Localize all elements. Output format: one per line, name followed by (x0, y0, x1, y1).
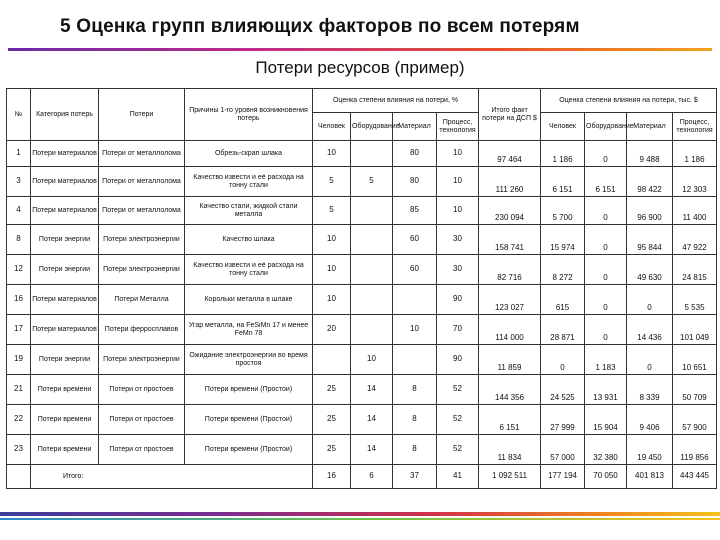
header-loss: Потери (99, 89, 185, 141)
row-pct-human (313, 345, 351, 375)
row-cause: Ожидание электроэнергии во время простоя (185, 345, 313, 375)
row-loss: Потери ферросплавов (99, 315, 185, 345)
header-category: Категория потерь (31, 89, 99, 141)
row-money-human: 27 999 (541, 405, 585, 435)
row-category: Потери материалов (31, 285, 99, 315)
row-pct-human: 5 (313, 167, 351, 197)
row-money-human: 0 (541, 345, 585, 375)
row-money-equipment: 6 151 (585, 167, 627, 197)
row-money-process: 101 049 (673, 315, 717, 345)
footer-stripe (0, 512, 720, 516)
header-pct-process: Процесс, технология (437, 113, 479, 141)
row-total: 11 834 (479, 435, 541, 465)
row-number: 19 (7, 345, 31, 375)
row-pct-human: 10 (313, 141, 351, 167)
row-pct-process: 90 (437, 285, 479, 315)
row-pct-equipment: 5 (351, 167, 393, 197)
row-loss: Потери от простоев (99, 405, 185, 435)
row-total: 144 356 (479, 375, 541, 405)
slide-title: 5 Оценка групп влияющих факторов по всем потерям (60, 16, 580, 37)
row-money-human: 1 186 (541, 141, 585, 167)
row-pct-material: 60 (393, 225, 437, 255)
row-pct-equipment (351, 285, 393, 315)
table-row (7, 225, 717, 255)
row-money-process: 12 303 (673, 167, 717, 197)
row-pct-human: 25 (313, 375, 351, 405)
row-cause: Корольки металла в шлаке (185, 285, 313, 315)
row-pct-equipment: 14 (351, 435, 393, 465)
row-money-equipment: 0 (585, 197, 627, 225)
row-pct-process: 30 (437, 225, 479, 255)
row-category: Потери материалов (31, 197, 99, 225)
header-cause: Причины 1-го уровня возникновения потерь (185, 89, 313, 141)
row-number: 4 (7, 197, 31, 225)
loss-assessment-table-wrapper (6, 88, 716, 489)
row-money-equipment: 0 (585, 285, 627, 315)
row-money-process: 119 856 (673, 435, 717, 465)
table-row (7, 315, 717, 345)
row-money-process: 5 535 (673, 285, 717, 315)
table-row (7, 405, 717, 435)
row-pct-human: 20 (313, 315, 351, 345)
row-money-human: 24 525 (541, 375, 585, 405)
row-pct-equipment: 14 (351, 405, 393, 435)
row-number: 17 (7, 315, 31, 345)
row-money-material: 98 422 (627, 167, 673, 197)
row-cause: Угар металла, на FeSiMn 17 и менее FeMn 78 (185, 315, 313, 345)
row-number: 1 (7, 141, 31, 167)
row-category: Потери энергии (31, 255, 99, 285)
totals-row (7, 465, 717, 489)
row-category: Потери материалов (31, 141, 99, 167)
row-money-human: 57 000 (541, 435, 585, 465)
row-cause: Потери времени (Простои) (185, 435, 313, 465)
row-pct-human: 10 (313, 285, 351, 315)
header-no: № (7, 89, 31, 141)
row-loss: Потери от металлолома (99, 167, 185, 197)
row-pct-material: 80 (393, 167, 437, 197)
row-number: 8 (7, 225, 31, 255)
totals-money-human: 177 194 (541, 465, 585, 489)
row-money-material: 0 (627, 345, 673, 375)
row-money-process: 57 900 (673, 405, 717, 435)
table-row (7, 285, 717, 315)
header-pct-equipment: Оборудование (351, 113, 393, 141)
table-row (7, 345, 717, 375)
row-pct-process: 10 (437, 197, 479, 225)
row-pct-human: 25 (313, 405, 351, 435)
row-category: Потери времени (31, 375, 99, 405)
header-pct-material: Материал (393, 113, 437, 141)
row-category: Потери времени (31, 405, 99, 435)
row-money-equipment: 15 904 (585, 405, 627, 435)
row-pct-material (393, 345, 437, 375)
row-loss: Потери электроэнергии (99, 345, 185, 375)
row-money-process: 24 815 (673, 255, 717, 285)
row-pct-material: 8 (393, 375, 437, 405)
footer-stripe-secondary (0, 518, 720, 520)
table-subtitle: Потери ресурсов (пример) (255, 58, 465, 77)
totals-label: Итого: (31, 465, 313, 489)
totals-pct-equipment: 6 (351, 465, 393, 489)
header-money-group: Оценка степени влияния на потери, тыс. $ (541, 89, 717, 113)
row-money-human: 28 871 (541, 315, 585, 345)
row-pct-material: 8 (393, 435, 437, 465)
row-number: 21 (7, 375, 31, 405)
row-loss: Потери электроэнергии (99, 255, 185, 285)
row-pct-material: 85 (393, 197, 437, 225)
totals-empty (7, 465, 31, 489)
table-body (7, 141, 717, 489)
row-money-equipment: 13 931 (585, 375, 627, 405)
row-pct-human: 5 (313, 197, 351, 225)
row-pct-process: 10 (437, 141, 479, 167)
totals-total: 1 092 511 (479, 465, 541, 489)
row-pct-equipment: 10 (351, 345, 393, 375)
row-total: 82 716 (479, 255, 541, 285)
row-total: 11 859 (479, 345, 541, 375)
row-money-process: 50 709 (673, 375, 717, 405)
row-money-material: 9 406 (627, 405, 673, 435)
row-money-human: 5 700 (541, 197, 585, 225)
row-pct-material: 10 (393, 315, 437, 345)
totals-money-material: 401 813 (627, 465, 673, 489)
row-pct-equipment (351, 197, 393, 225)
row-money-equipment: 0 (585, 315, 627, 345)
row-money-equipment: 0 (585, 225, 627, 255)
header-money-human: Человек (541, 113, 585, 141)
row-loss: Потери Металла (99, 285, 185, 315)
header-money-equipment: Оборудование (585, 113, 627, 141)
row-loss: Потери от простоев (99, 375, 185, 405)
row-money-material: 19 450 (627, 435, 673, 465)
row-pct-material (393, 285, 437, 315)
header-money-process: Процесс, технология (673, 113, 717, 141)
row-pct-process: 52 (437, 405, 479, 435)
row-loss: Потери электроэнергии (99, 225, 185, 255)
row-total: 111 260 (479, 167, 541, 197)
row-pct-equipment (351, 315, 393, 345)
row-money-material: 0 (627, 285, 673, 315)
row-cause: Потери времени (Простои) (185, 405, 313, 435)
row-category: Потери времени (31, 435, 99, 465)
totals-money-equipment: 70 050 (585, 465, 627, 489)
row-money-human: 8 272 (541, 255, 585, 285)
row-money-human: 6 151 (541, 167, 585, 197)
row-pct-process: 52 (437, 435, 479, 465)
row-pct-process: 90 (437, 345, 479, 375)
header-pct-group: Оценка степени влияния на потери, % (313, 89, 479, 113)
row-pct-equipment: 14 (351, 375, 393, 405)
row-money-equipment: 0 (585, 255, 627, 285)
row-money-process: 10 651 (673, 345, 717, 375)
row-pct-material: 60 (393, 255, 437, 285)
row-pct-process: 70 (437, 315, 479, 345)
header-pct-human: Человек (313, 113, 351, 141)
row-number: 16 (7, 285, 31, 315)
row-money-material: 95 844 (627, 225, 673, 255)
row-total: 230 094 (479, 197, 541, 225)
row-cause: Качество извести и её расхода на тонну стали (185, 255, 313, 285)
row-money-process: 47 922 (673, 225, 717, 255)
table-row (7, 141, 717, 167)
table-row (7, 167, 717, 197)
row-money-material: 8 339 (627, 375, 673, 405)
row-money-process: 1 186 (673, 141, 717, 167)
row-pct-equipment (351, 225, 393, 255)
row-category: Потери материалов (31, 167, 99, 197)
row-number: 3 (7, 167, 31, 197)
row-number: 23 (7, 435, 31, 465)
title-underline (8, 48, 712, 51)
row-pct-material: 80 (393, 141, 437, 167)
totals-money-process: 443 445 (673, 465, 717, 489)
table-row (7, 255, 717, 285)
row-cause: Качество извести и её расхода на тонну стали (185, 167, 313, 197)
row-total: 6 151 (479, 405, 541, 435)
row-pct-process: 10 (437, 167, 479, 197)
row-cause: Качество стали, жидкой стали металла (185, 197, 313, 225)
row-pct-human: 10 (313, 255, 351, 285)
row-cause: Потери времени (Простои) (185, 375, 313, 405)
header-total: Итого факт потери на ДСП $ (479, 89, 541, 141)
row-cause: Обрезь-скрап шлака (185, 141, 313, 167)
row-money-equipment: 32 380 (585, 435, 627, 465)
table-row (7, 197, 717, 225)
row-pct-equipment (351, 141, 393, 167)
row-money-process: 11 400 (673, 197, 717, 225)
row-pct-human: 25 (313, 435, 351, 465)
loss-assessment-table (6, 88, 717, 489)
row-money-equipment: 1 183 (585, 345, 627, 375)
row-loss: Потери от металлолома (99, 141, 185, 167)
row-category: Потери материалов (31, 315, 99, 345)
row-pct-material: 8 (393, 405, 437, 435)
row-pct-human: 10 (313, 225, 351, 255)
row-pct-process: 30 (437, 255, 479, 285)
row-total: 114 000 (479, 315, 541, 345)
row-money-material: 9 488 (627, 141, 673, 167)
header-money-material: Материал (627, 113, 673, 141)
table-row (7, 435, 717, 465)
row-money-human: 15 974 (541, 225, 585, 255)
row-cause: Качество шлака (185, 225, 313, 255)
totals-pct-human: 16 (313, 465, 351, 489)
row-money-human: 615 (541, 285, 585, 315)
row-pct-process: 52 (437, 375, 479, 405)
row-category: Потери энергии (31, 345, 99, 375)
table-row (7, 375, 717, 405)
row-pct-equipment (351, 255, 393, 285)
row-number: 22 (7, 405, 31, 435)
row-money-material: 49 630 (627, 255, 673, 285)
row-money-material: 96 900 (627, 197, 673, 225)
row-money-material: 14 436 (627, 315, 673, 345)
row-total: 158 741 (479, 225, 541, 255)
row-number: 12 (7, 255, 31, 285)
row-loss: Потери от металлолома (99, 197, 185, 225)
totals-pct-material: 37 (393, 465, 437, 489)
row-loss: Потери от простоев (99, 435, 185, 465)
row-category: Потери энергии (31, 225, 99, 255)
totals-pct-process: 41 (437, 465, 479, 489)
row-money-equipment: 0 (585, 141, 627, 167)
row-total: 97 464 (479, 141, 541, 167)
row-total: 123 027 (479, 285, 541, 315)
